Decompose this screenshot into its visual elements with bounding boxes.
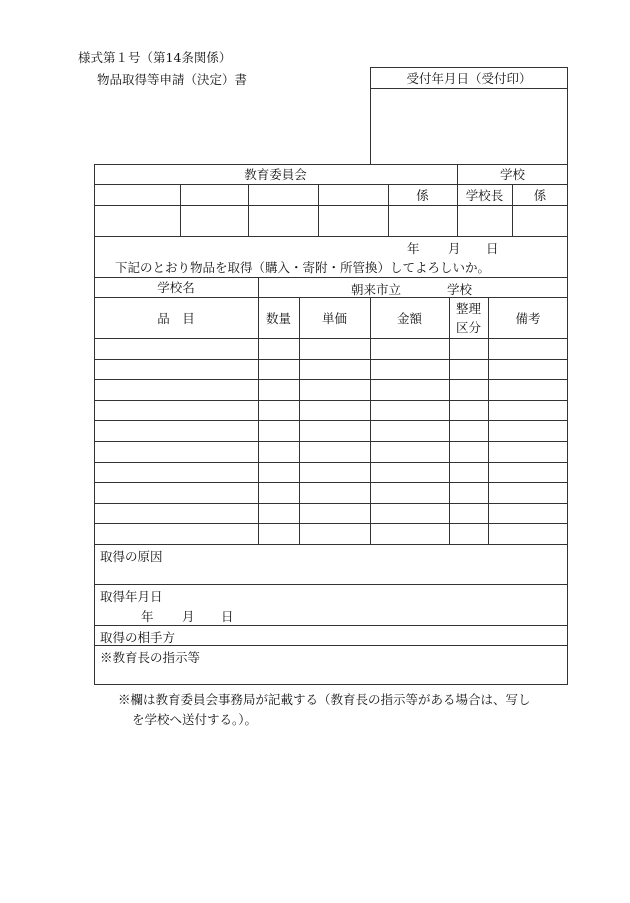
item-row-quantity-cell[interactable] — [258, 462, 299, 483]
header-item: 品 目 — [157, 310, 195, 326]
seal-cell-3[interactable] — [248, 205, 318, 236]
item-row-quantity-cell[interactable] — [258, 338, 299, 359]
item-row-remarks-cell[interactable] — [488, 420, 568, 441]
request-sentence: 下記のとおり物品を取得（購入・寄附・所管換）してよろしいか。 — [115, 260, 491, 275]
item-row-unit-price-cell[interactable] — [299, 482, 370, 503]
receipt-label: 受付年月日（受付印） — [406, 70, 532, 86]
item-row-quantity-cell[interactable] — [258, 482, 299, 503]
reason-label: 取得の原因 — [100, 549, 163, 564]
item-row-remarks-cell[interactable] — [488, 400, 568, 421]
item-row-quantity-cell[interactable] — [258, 503, 299, 524]
item-row-remarks-cell[interactable] — [488, 482, 568, 503]
form-title: 物品取得等申請（決定）書 — [97, 72, 248, 87]
item-row-item-cell[interactable] — [94, 400, 258, 421]
item-row-item-cell[interactable] — [94, 379, 258, 400]
item-row-item-cell[interactable] — [94, 420, 258, 441]
item-row-unit-price-cell[interactable] — [299, 441, 370, 462]
school-suffix: 学校 — [447, 282, 473, 297]
item-row-unit-price-cell[interactable] — [299, 379, 370, 400]
item-row-category-cell[interactable] — [449, 441, 488, 462]
item-row-amount-cell[interactable] — [370, 441, 449, 462]
item-row-amount-cell[interactable] — [370, 338, 449, 359]
item-row-item-cell[interactable] — [94, 482, 258, 503]
item-row-amount-cell[interactable] — [370, 400, 449, 421]
header-quantity: 数量 — [265, 310, 291, 326]
item-row-item-cell[interactable] — [94, 523, 258, 544]
footnote-line1: ※欄は教育委員会事務局が記載する（教育長の指示等がある場合は、写し — [118, 692, 531, 707]
footnote-line2: を学校へ送付する。）。 — [132, 712, 258, 727]
form-number: 様式第１号（第14条関係） — [78, 50, 232, 65]
item-row-category-cell[interactable] — [449, 420, 488, 441]
seal-cell-5[interactable] — [388, 205, 457, 236]
item-row-item-cell[interactable] — [94, 338, 258, 359]
acquisition-date-label: 取得年月日 — [100, 589, 163, 604]
item-row-category-cell[interactable] — [449, 482, 488, 503]
school-name-label: 学校名 — [157, 280, 195, 295]
item-row-remarks-cell[interactable] — [488, 462, 568, 483]
header-category — [449, 299, 488, 337]
date-day: 日 — [486, 241, 499, 256]
item-row-unit-price-cell[interactable] — [299, 462, 370, 483]
item-row-remarks-cell[interactable] — [488, 523, 568, 544]
item-row-unit-price-cell[interactable] — [299, 338, 370, 359]
acquisition-date-year: 年 — [141, 609, 154, 624]
seal-cell-4[interactable] — [318, 205, 388, 236]
header-amount: 金額 — [396, 310, 422, 326]
date-year: 年 — [407, 241, 420, 256]
principal-label: 学校長 — [465, 187, 504, 203]
item-row-category-cell[interactable] — [449, 379, 488, 400]
item-row-quantity-cell[interactable] — [258, 400, 299, 421]
item-row-unit-price-cell[interactable] — [299, 359, 370, 380]
seal-cell-6[interactable] — [457, 205, 512, 236]
school-approval-label: 学校 — [499, 167, 525, 182]
school-kakari-label: 係 — [533, 187, 547, 203]
item-row-quantity-cell[interactable] — [258, 379, 299, 400]
instruction-label: ※教育長の指示等 — [100, 650, 201, 665]
item-row-unit-price-cell[interactable] — [299, 400, 370, 421]
item-row-quantity-cell[interactable] — [258, 441, 299, 462]
item-row-amount-cell[interactable] — [370, 462, 449, 483]
seal-cell-1[interactable] — [94, 205, 180, 236]
item-row-category-cell[interactable] — [449, 359, 488, 380]
item-row-category-cell[interactable] — [449, 503, 488, 524]
item-row-remarks-cell[interactable] — [488, 441, 568, 462]
item-row-remarks-cell[interactable] — [488, 338, 568, 359]
item-row-quantity-cell[interactable] — [258, 359, 299, 380]
item-row-remarks-cell[interactable] — [488, 359, 568, 380]
school-city-prefix: 朝来市立 — [351, 282, 402, 297]
board-of-education-label: 教育委員会 — [244, 167, 307, 182]
item-row-item-cell[interactable] — [94, 503, 258, 524]
header-category-line1: 整理 — [455, 301, 481, 316]
item-row-quantity-cell[interactable] — [258, 523, 299, 544]
reason-field[interactable] — [94, 564, 568, 584]
item-row-item-cell[interactable] — [94, 462, 258, 483]
item-row-category-cell[interactable] — [449, 462, 488, 483]
item-row-amount-cell[interactable] — [370, 482, 449, 503]
seal-cell-2[interactable] — [180, 205, 248, 236]
item-row-amount-cell[interactable] — [370, 523, 449, 544]
item-row-quantity-cell[interactable] — [258, 420, 299, 441]
seal-cell-7[interactable] — [512, 205, 568, 236]
item-row-unit-price-cell[interactable] — [299, 503, 370, 524]
header-unit-price: 単価 — [321, 310, 347, 326]
item-row-amount-cell[interactable] — [370, 359, 449, 380]
item-row-unit-price-cell[interactable] — [299, 523, 370, 544]
acquisition-date-day: 日 — [221, 609, 234, 624]
board-kakari-label: 係 — [416, 187, 429, 203]
item-row-amount-cell[interactable] — [370, 503, 449, 524]
item-row-category-cell[interactable] — [449, 523, 488, 544]
header-remarks: 備考 — [515, 310, 541, 326]
item-row-amount-cell[interactable] — [370, 420, 449, 441]
item-row-item-cell[interactable] — [94, 441, 258, 462]
item-row-remarks-cell[interactable] — [488, 379, 568, 400]
item-row-category-cell[interactable] — [449, 400, 488, 421]
instruction-field[interactable] — [94, 665, 568, 685]
item-row-amount-cell[interactable] — [370, 379, 449, 400]
school-name-input[interactable] — [415, 277, 445, 297]
acquisition-date-month: 月 — [182, 609, 195, 624]
item-row-category-cell[interactable] — [449, 338, 488, 359]
item-row-remarks-cell[interactable] — [488, 503, 568, 524]
header-category-line2: 区分 — [455, 320, 481, 335]
item-row-unit-price-cell[interactable] — [299, 420, 370, 441]
counterparty-label: 取得の相手方 — [100, 630, 176, 645]
item-row-item-cell[interactable] — [94, 359, 258, 380]
date-month: 月 — [448, 241, 461, 256]
